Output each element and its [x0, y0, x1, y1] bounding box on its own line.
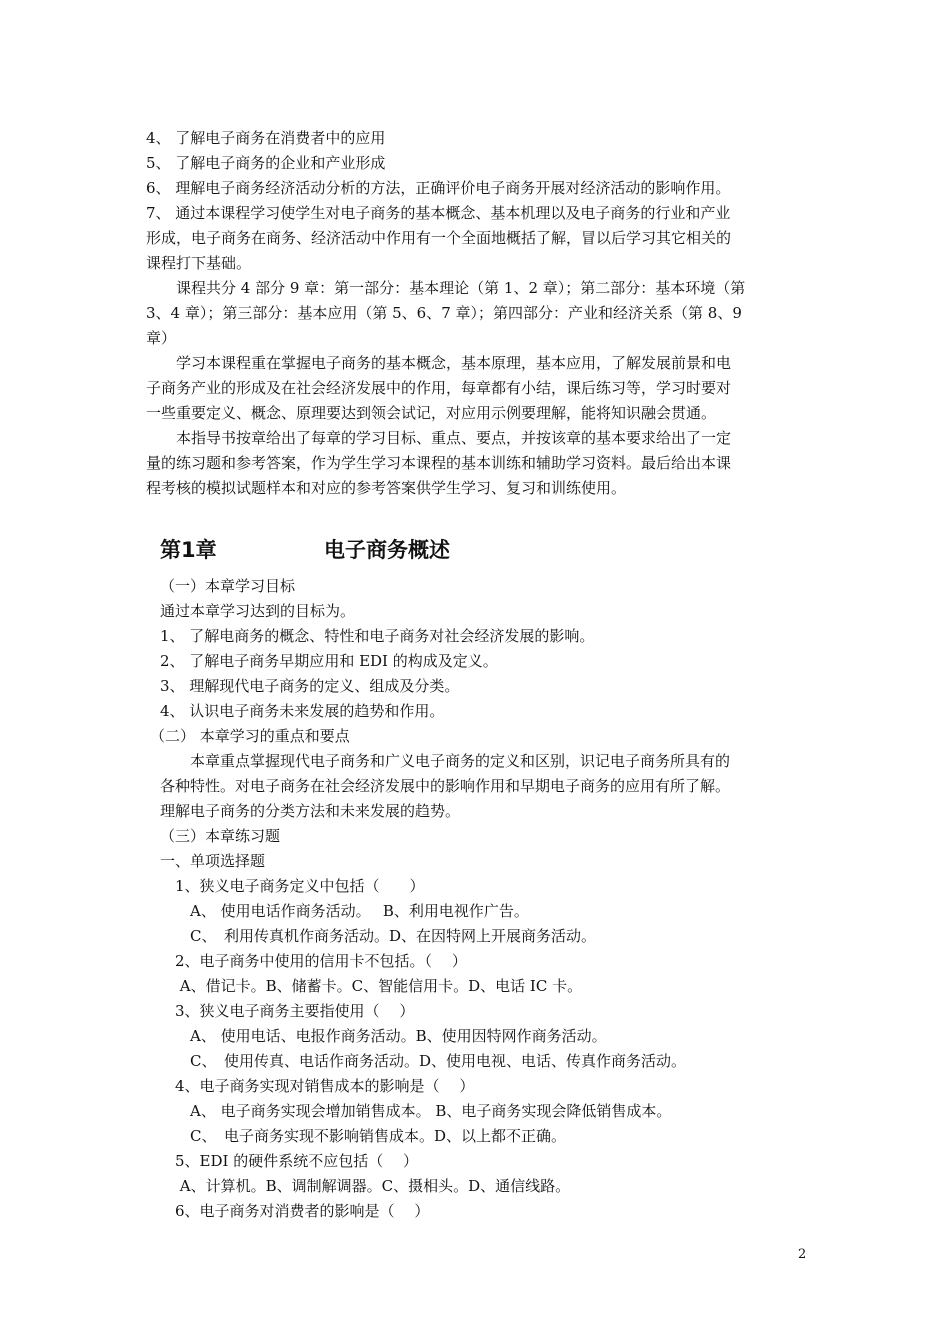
- body-line: A、 使用电话作商务活动。 B、利用电视作广告。: [160, 902, 529, 920]
- intro-line: 一些重要定义、概念、原理要达到领会试记，对应用示例要理解，能将知识融会贯通。: [146, 404, 717, 422]
- body-line: 3、 理解现代电子商务的定义、组成及分类。: [160, 677, 460, 695]
- body-line: 各种特性。对电子商务在社会经济发展中的影响作用和早期电子商务的应用有所了解。: [160, 777, 731, 795]
- intro-line: 7、 通过本课程学习使学生对电子商务的基本概念、基本机理以及电子商务的行业和产业: [146, 204, 731, 222]
- intro-line: 子商务产业的形成及在社会经济发展中的作用，每章都有小结，课后练习等，学习时要对: [146, 379, 732, 397]
- body-line: 理解电子商务的分类方法和未来发展的趋势。: [160, 802, 461, 820]
- intro-line: 形成，电子商务在商务、经济活动中作用有一个全面地概括了解，冒以后学习其它相关的: [146, 229, 732, 247]
- intro-line: 程考核的模拟试题样本和对应的参考答案供学生学习、复习和训练使用。: [146, 479, 627, 497]
- intro-line: 4、 了解电子商务在消费者中的应用: [146, 129, 386, 147]
- intro-line: 课程共分 4 部分 9 章：第一部分：基本理论（第 1、2 章）；第二部分：基本环境（第: [146, 279, 746, 297]
- body-line: A、借记卡。B、储蓄卡。C、智能信用卡。D、电话 IC 卡。: [160, 977, 583, 995]
- intro-line: 学习本课程重在掌握电子商务的基本概念，基本原理，基本应用，了解发展前景和电: [146, 354, 732, 372]
- body-line: C、 使用传真、电话作商务活动。D、使用电视、电话、传真作商务活动。: [160, 1052, 687, 1070]
- body-line: C、 电子商务实现不影响销售成本。D、以上都不正确。: [160, 1127, 567, 1145]
- intro-line: 章）: [146, 329, 177, 347]
- intro-line: 6、 理解电子商务经济活动分析的方法，正确评价电子商务开展对经济活动的影响作用。: [146, 179, 731, 197]
- body-line: 1、 了解电商务的概念、特性和电子商务对社会经济发展的影响。: [160, 627, 595, 645]
- body-line: 2、 了解电子商务早期应用和 EDI 的构成及定义。: [160, 652, 498, 670]
- intro-line: 3、4 章）；第三部分：基本应用（第 5、6、7 章）；第四部分：产业和经济关系（第 8、9: [146, 304, 742, 322]
- body-line: A、计算机。B、调制解调器。C、摄相头。D、通信线路。: [160, 1177, 571, 1195]
- body-line: 1、狭义电子商务定义中包括（ ）: [160, 877, 425, 895]
- body-line: 通过本章学习达到的目标为。: [160, 602, 356, 620]
- body-line: 一、单项选择题: [160, 852, 266, 870]
- body-line: 5、EDI 的硬件系统不应包括（ ）: [160, 1152, 418, 1170]
- body-line: C、 利用传真机作商务活动。D、在因特网上开展商务活动。: [160, 927, 597, 945]
- body-line: （二） 本章学习的重点和要点: [150, 727, 350, 745]
- body-line: 3、狭义电子商务主要指使用（ ）: [160, 1002, 415, 1020]
- body-line: （一）本章学习目标: [160, 577, 296, 595]
- body-line: A、 电子商务实现会增加销售成本。 B、电子商务实现会降低销售成本。: [160, 1102, 672, 1120]
- body-line: 6、电子商务对消费者的影响是（ ）: [160, 1202, 430, 1220]
- body-line: （三）本章练习题: [160, 827, 281, 845]
- intro-line: 课程打下基础。: [146, 254, 252, 272]
- body-line: A、 使用电话、电报作商务活动。B、使用因特网作商务活动。: [160, 1027, 607, 1045]
- chapter-title: 电子商务概述: [324, 538, 450, 562]
- body-line: 4、电子商务实现对销售成本的影响是（ ）: [160, 1077, 475, 1095]
- intro-line: 5、 了解电子商务的企业和产业形成: [146, 154, 386, 172]
- chapter-number: 第1章: [160, 538, 217, 562]
- intro-line: 本指导书按章给出了每章的学习目标、重点、要点，并按该章的基本要求给出了一定: [146, 429, 732, 447]
- page-number: 2: [798, 1247, 807, 1262]
- body-line: 本章重点掌握现代电子商务和广义电子商务的定义和区别，识记电子商务所具有的: [160, 752, 731, 770]
- intro-line: 量的练习题和参考答案，作为学生学习本课程的基本训练和辅助学习资料。最后给出本课: [146, 454, 732, 472]
- chapter-heading: [160, 536, 450, 564]
- body-line: 4、 认识电子商务未来发展的趋势和作用。: [160, 702, 445, 720]
- body-line: 2、电子商务中使用的信用卡不包括。（ ）: [160, 952, 467, 970]
